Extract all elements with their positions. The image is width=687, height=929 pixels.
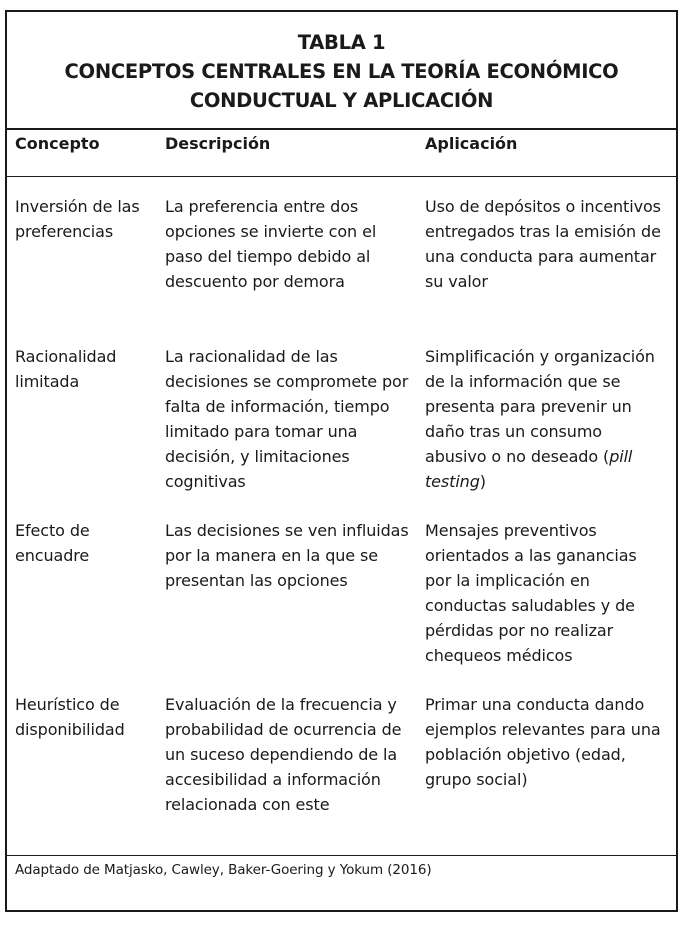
header-aplicacion: Aplicación (425, 134, 518, 153)
row-3-aplicacion: Mensajes preventivos orientados a las ganancias por la implicación en conductas saludables y de pérdidas por no realizar chequeos médicos (425, 521, 637, 665)
row-2-descripcion: La racionalidad de las decisiones se compromete por falta de información, tiempo limitado para tomar una decisión, y limitaciones cognitivas (165, 347, 409, 491)
row-2-aplicacion-text: Simplificación y organización de la información que se presenta para prevenir un daño tras un consumo abusivo o no deseado ( (425, 347, 655, 466)
row-4-aplicacion: Primar una conducta dando ejemplos relevantes para una población objetivo (edad, grupo social) (425, 695, 661, 789)
row-1-descripcion: La preferencia entre dos opciones se invierte con el paso del tiempo debido al descuento por demora (165, 197, 377, 291)
table-title-block (7, 12, 676, 130)
header-descripcion: Descripción (165, 134, 271, 153)
table-source: Adaptado de Matjasko, Cawley, Baker-Goering y Yokum (2016) (15, 862, 432, 878)
header-rule (5, 176, 678, 177)
row-3-concepto: Efecto de encuadre (15, 521, 90, 565)
row-2-aplicacion (425, 344, 665, 494)
row-4-concepto: Heurístico de disponibilidad (15, 695, 125, 739)
row-3-descripcion: Las decisiones se ven influidas por la manera en la que se presentan las opciones (165, 521, 409, 590)
row-1-aplicacion: Uso de depósitos o incentivos entregados tras la emisión de una conducta para aumentar su valor (425, 197, 661, 291)
table-title-line-1: CONCEPTOS CENTRALES EN LA TEORÍA ECONÓMICO (64, 60, 619, 83)
row-2-aplicacion-end: ) (479, 472, 486, 491)
row-1-concepto: Inversión de las preferencias (15, 197, 140, 241)
header-concepto: Concepto (15, 134, 100, 153)
table-number: TABLA 1 (297, 31, 386, 54)
footer-rule (5, 855, 678, 856)
table-title-line-2: CONDUCTUAL Y APLICACIÓN (189, 89, 494, 112)
row-4-descripcion: Evaluación de la frecuencia y probabilidad de ocurrencia de un suceso dependiendo de la accesibilidad a información relacionada con este (165, 695, 402, 814)
row-2-aplicacion-italic: pill testing (425, 447, 633, 491)
row-2-concepto: Racionalidad limitada (15, 347, 117, 391)
